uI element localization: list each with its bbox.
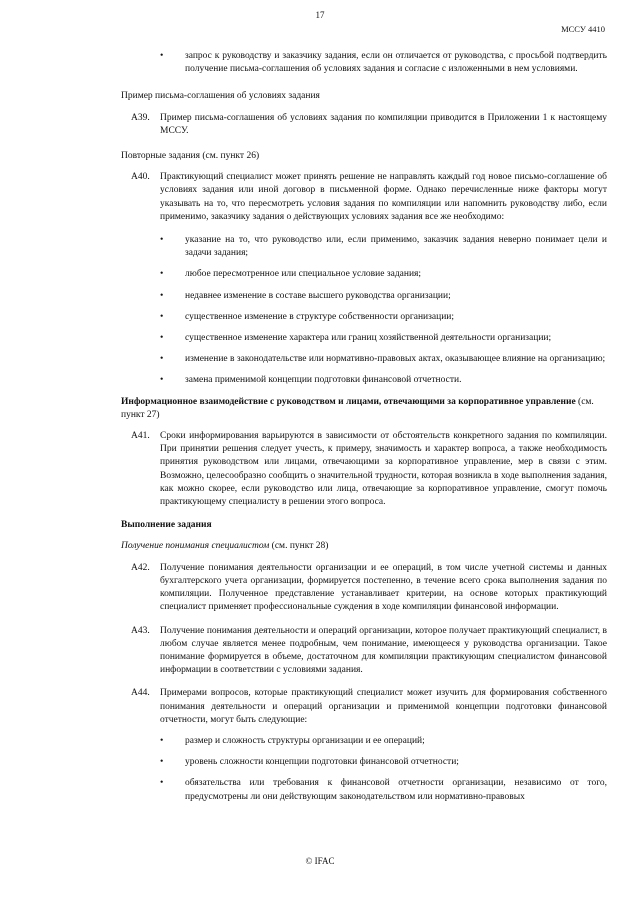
numbered-paragraph (121, 687, 607, 727)
bullet-text: обязательства или требования к финансовой отчетности организации, независимо от того, предусмотрены ли они действующим законодательством или нормативно-правовых (185, 778, 607, 802)
subheading-text: Получение понимания специалистом (121, 541, 270, 552)
document-body (121, 50, 607, 804)
list-item (121, 50, 607, 76)
bullet-icon: • (160, 375, 164, 386)
paragraph-label: A39. (131, 112, 150, 123)
bullet-text: замена применимой концепции подготовки финансовой отчетности. (185, 375, 462, 386)
list-item (121, 332, 607, 345)
list-item (121, 234, 607, 260)
numbered-paragraph (121, 171, 607, 224)
bullet-text: запрос к руководству и заказчику задания, если он отличается от руководства, с просьбой подтвердить получение письма-соглашения об условиях задания и согласие с изложенными в нем условиями. (185, 51, 607, 75)
paragraph-label: A40. (131, 172, 150, 183)
list-item (121, 374, 607, 387)
bullet-icon: • (160, 333, 164, 344)
bullet-text: изменение в законодательстве или нормативно-правовых актах, оказывающее влияние на организацию; (185, 354, 606, 365)
bullet-text: указание на то, что руководство или, если применимо, заказчик задания неверно понимает цели и задачи задания; (185, 235, 607, 259)
bullet-icon: • (160, 311, 164, 322)
paragraph-text: Сроки информирования варьируются в зависимости от обстоятельств конкретного задания по компиляции. При принятии решения следует учесть, к примеру, значимость и характер вопроса, а также необходимость принятия руководством или лицами, отвечающими за корпоративное управление, мер в связи с этим. Возможно, целесообразно сообщить о значительной трудности, которая возникла в ходе выполнения задания, как можно скорее, если руководство или лица, отвечающие за корпоративное управление, смогут помочь практикующему специалисту в решении этого вопроса. (160, 431, 607, 508)
list-item (121, 268, 607, 281)
bullet-icon: • (160, 735, 164, 746)
standard-code: МССУ 4410 (561, 24, 605, 34)
heading-reference: (см. пункт 27) (121, 396, 594, 420)
paragraph-text: Пример письма-соглашения об условиях задания по компиляции приводится в Приложении 1 к настоящему МССУ. (160, 112, 607, 136)
section-heading (121, 396, 607, 422)
list-item (121, 290, 607, 303)
numbered-paragraph (121, 562, 607, 615)
page-footer: © IFAC (305, 856, 335, 866)
page-number: 17 (315, 10, 325, 20)
bullet-text: существенное изменение характера или границ хозяйственной деятельности организации; (185, 333, 552, 344)
bullet-icon: • (160, 51, 164, 61)
section-heading: Выполнение задания (121, 520, 212, 531)
bullet-icon: • (160, 757, 164, 768)
paragraph-text: Получение понимания деятельности организации и ее операций, в том числе учетной системы и данных бухгалтерского учета организации, формируется постепенно, в течение всего срока выполнения задания по компиляции. Полученное представление устанавливает критерии, на основе которых практикующий специалист применяет профессиональные суждения в ходе компиляции финансовой информации. (160, 562, 607, 613)
paragraph-label: A42. (131, 562, 150, 573)
bullet-text: уровень сложности концепции подготовки финансовой отчетности; (185, 757, 459, 768)
paragraph-label: A41. (131, 431, 150, 442)
bullet-icon: • (160, 269, 164, 280)
bullet-text: размер и сложность структуры организации и ее операций; (185, 735, 425, 746)
heading-text: Информационное взаимодействие с руководством и лицами, отвечающими за корпоративное управление (121, 396, 576, 407)
list-item (121, 735, 607, 748)
numbered-paragraph (121, 112, 607, 138)
list-item (121, 353, 607, 366)
paragraph-text: Практикующий специалист может принять решение не направлять каждый год новое письмо-соглашение об условиях задания или иной договор в письменной форме. Однако перечисленные ниже факторы могут указывать на то, что пересмотреть условия задания по компиляции или напомнить руководству либо, если применимо, заказчику задания о действующих условиях задания все же необходимо: (160, 172, 607, 222)
bullet-icon: • (160, 235, 164, 246)
list-item (121, 777, 607, 803)
bullet-text: существенное изменение в структуре собственности организации; (185, 311, 455, 322)
section-heading: Повторные задания (см. пункт 26) (121, 151, 260, 162)
bullet-icon: • (160, 778, 164, 789)
numbered-paragraph (121, 625, 607, 678)
subsection-heading (121, 540, 607, 553)
subheading-reference: (см. пункт 28) (269, 541, 329, 552)
section-heading: Пример письма-соглашения об условиях задания (121, 91, 320, 102)
list-item (121, 756, 607, 769)
paragraph-label: A43. (131, 625, 150, 636)
paragraph-text: Примерами вопросов, которые практикующий специалист может изучить для формирования собственного понимания деятельности и операций организации и применимой концепции подготовки финансовой отчетности, могут быть следующие: (160, 688, 607, 725)
bullet-text: недавнее изменение в составе высшего руководства организации; (185, 290, 451, 301)
numbered-paragraph (121, 430, 607, 509)
paragraph-text: Получение понимания деятельности и операций организации, которое получает практикующий специалист, в любом случае является менее подробным, чем понимание, имеющееся у руководства организации. Такое понимание формируется в объеме, достаточном для компиляции практикующим специалистом финансовой информации в соответствии с условиями задания. (160, 625, 607, 676)
bullet-icon: • (160, 354, 164, 365)
bullet-icon: • (160, 290, 164, 301)
list-item (121, 311, 607, 324)
paragraph-label: A44. (131, 688, 150, 699)
bullet-text: любое пересмотренное или специальное условие задания; (185, 269, 422, 280)
